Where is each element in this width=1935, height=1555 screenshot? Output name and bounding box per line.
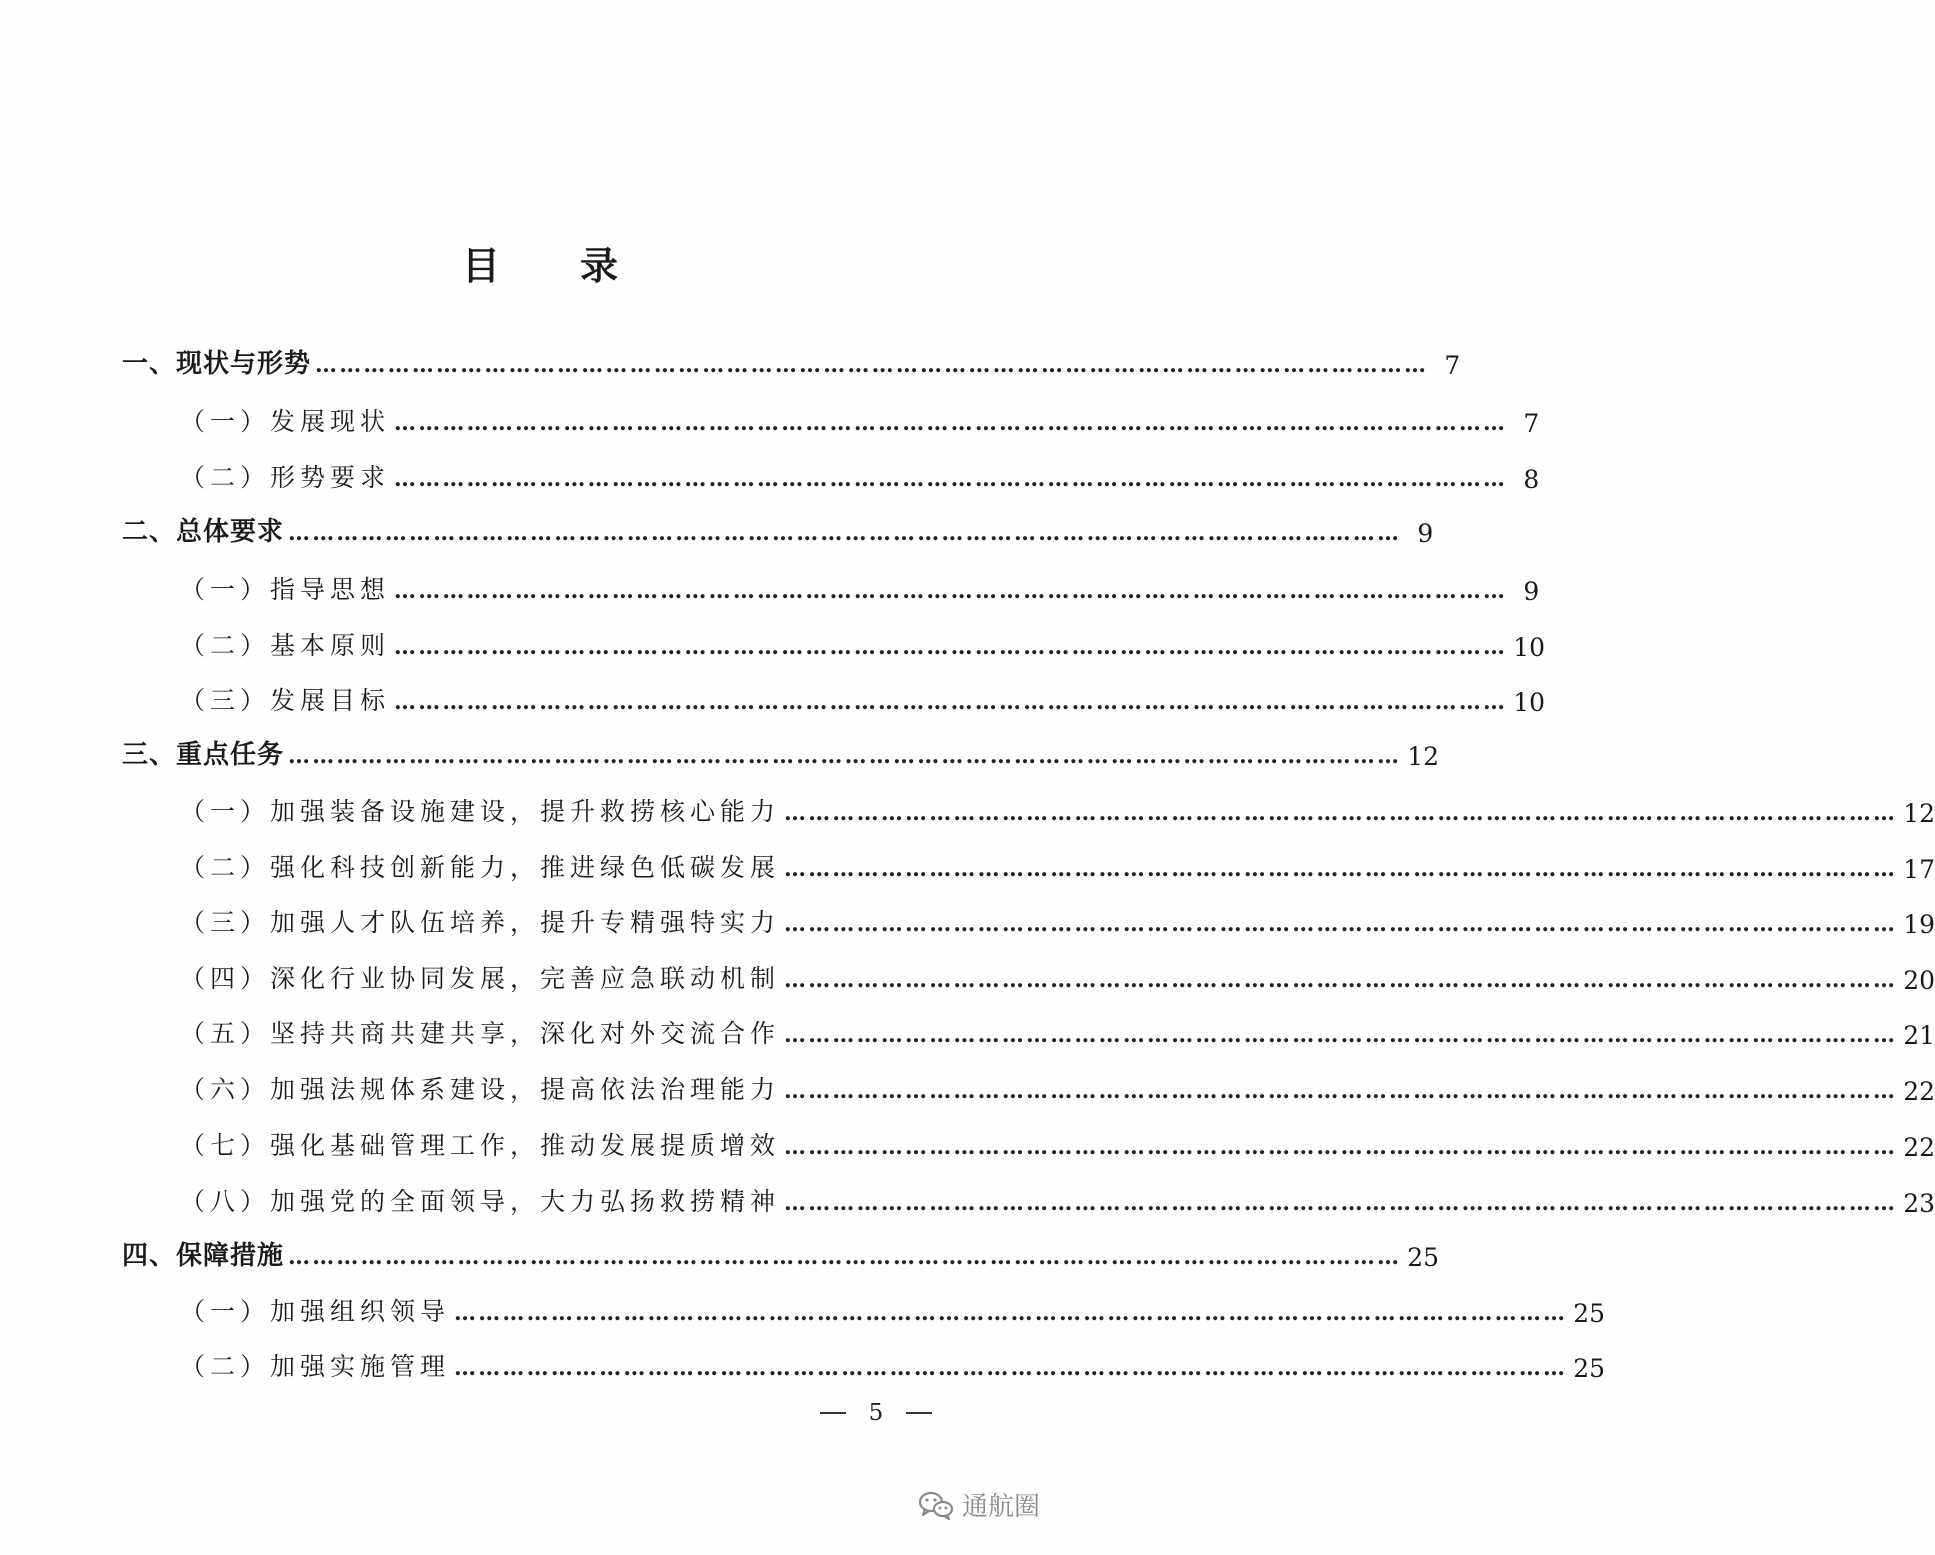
toc-entry-page: 8 [1523, 465, 1540, 494]
toc-entry[interactable] [180, 899, 1935, 939]
toc-entry-page: 20 [1903, 966, 1935, 995]
toc-entry-label: 四、保障措施 [122, 1241, 285, 1271]
toc-entry[interactable] [180, 622, 1546, 662]
toc-entry-page: 25 [1573, 1299, 1606, 1328]
toc-entry-label: （三）加强人才队伍培养，提升专精强特实力 [180, 908, 781, 937]
toc-entry[interactable] [122, 340, 1461, 380]
toc-entry-page: 12 [1903, 799, 1935, 828]
watermark [918, 1486, 1040, 1523]
toc-entry[interactable] [180, 844, 1935, 884]
toc-entry-label: （二）强化科技创新能力，推进绿色低碳发展 [180, 853, 781, 882]
toc-leader-dots: ………………………………………………………………………………………………………………………… [394, 578, 1508, 604]
toc-entry[interactable] [122, 731, 1440, 771]
toc-entry-page: 22 [1903, 1077, 1935, 1106]
watermark-text: 通航圈 [962, 1492, 1041, 1522]
toc-leader-dots: ………………………………………………………………………………………………………………………… [394, 689, 1508, 715]
toc-leader-dots: ………………………………………………………………………………………………………………………… [784, 1134, 1898, 1160]
toc-leader-dots: ………………………………………………………………………………………………………………………… [288, 520, 1402, 546]
toc-leader-dots: ………………………………………………………………………………………………………………………… [394, 466, 1508, 492]
toc-entry-page: 19 [1903, 910, 1935, 939]
footer-dash [820, 1412, 846, 1414]
wechat-icon [918, 1490, 954, 1520]
page-footer [820, 1400, 932, 1426]
toc-leader-dots: ………………………………………………………………………………………………………………………… [454, 1300, 1568, 1326]
page-title-char: 目 [461, 244, 500, 288]
toc-leader-dots: ………………………………………………………………………………………………………………………… [394, 634, 1508, 660]
toc-entry-page: 17 [1903, 855, 1935, 884]
toc-leader-dots: ………………………………………………………………………………………………………………………… [315, 352, 1429, 378]
toc-entry-label: （五）坚持共商共建共享，深化对外交流合作 [180, 1019, 781, 1048]
toc-entry[interactable] [180, 1122, 1935, 1162]
toc-entry-label: （一）指导思想 [180, 575, 391, 604]
toc-entry[interactable] [180, 955, 1935, 995]
toc-entry-label: （一）发展现状 [180, 407, 391, 436]
toc-leader-dots: ………………………………………………………………………………………………………………………… [784, 1190, 1898, 1216]
toc-leader-dots: ………………………………………………………………………………………………………………………… [784, 1022, 1898, 1048]
toc-entry[interactable] [180, 1288, 1606, 1328]
toc-entry[interactable] [122, 1232, 1440, 1272]
toc-leader-dots: ………………………………………………………………………………………………………………………… [288, 1244, 1402, 1270]
toc-entry-label: 一、现状与形势 [122, 349, 312, 379]
toc-entry-page: 9 [1417, 519, 1434, 548]
toc-entry-page: 10 [1513, 633, 1546, 662]
toc-entry[interactable] [180, 566, 1540, 606]
toc-entry-label: （四）深化行业协同发展，完善应急联动机制 [180, 964, 781, 993]
page-title-char: 录 [580, 244, 619, 288]
toc-entry-label: （八）加强党的全面领导，大力弘扬救捞精神 [180, 1187, 781, 1216]
toc-entry-label: （七）强化基础管理工作，推动发展提质增效 [180, 1131, 781, 1160]
toc-entry-label: （二）基本原则 [180, 631, 391, 660]
toc-leader-dots: ………………………………………………………………………………………………………………………… [784, 856, 1898, 882]
toc-entry[interactable] [180, 1010, 1935, 1050]
page-number: 5 [868, 1400, 884, 1426]
toc-entry[interactable] [180, 1066, 1935, 1106]
toc-entry[interactable] [122, 508, 1434, 548]
toc-leader-dots: ………………………………………………………………………………………………………………………… [394, 410, 1508, 436]
toc-entry-page: 25 [1407, 1243, 1440, 1272]
toc-entry[interactable] [180, 454, 1540, 494]
toc-leader-dots: ………………………………………………………………………………………………………………………… [784, 1078, 1898, 1104]
toc-entry-page: 25 [1573, 1354, 1606, 1383]
toc-entry-label: （六）加强法规体系建设，提高依法治理能力 [180, 1075, 781, 1104]
toc-entry-label: （一）加强装备设施建设，提升救捞核心能力 [180, 797, 781, 826]
toc-leader-dots: ………………………………………………………………………………………………………………………… [784, 967, 1898, 993]
toc-entry-page: 21 [1903, 1021, 1935, 1050]
toc-entry-label: （二）形势要求 [180, 463, 391, 492]
footer-dash [906, 1412, 932, 1414]
toc-entry-page: 10 [1513, 688, 1546, 717]
toc-entry-page: 12 [1407, 742, 1440, 771]
toc-entry-label: （二）加强实施管理 [180, 1352, 451, 1381]
toc-entry-label: 三、重点任务 [122, 740, 285, 770]
toc-entry[interactable] [180, 1178, 1935, 1218]
toc-entry-label: 二、总体要求 [122, 517, 285, 547]
toc-entry-page: 22 [1903, 1133, 1935, 1162]
toc-leader-dots: ………………………………………………………………………………………………………………………… [454, 1355, 1568, 1381]
toc-entry-page: 7 [1523, 409, 1540, 438]
toc-entry[interactable] [180, 398, 1540, 438]
toc-entry-page: 9 [1523, 577, 1540, 606]
toc-entry[interactable] [180, 677, 1546, 717]
toc-entry-page: 7 [1444, 351, 1461, 380]
toc-entry-label: （三）发展目标 [180, 686, 391, 715]
toc-entry-label: （一）加强组织领导 [180, 1297, 451, 1326]
toc-leader-dots: ………………………………………………………………………………………………………………………… [784, 911, 1898, 937]
toc-entry[interactable] [180, 1343, 1606, 1383]
toc-entry[interactable] [180, 788, 1935, 828]
toc-leader-dots: ………………………………………………………………………………………………………………………… [288, 743, 1402, 769]
toc-leader-dots: ………………………………………………………………………………………………………………………… [784, 800, 1898, 826]
toc-entry-page: 23 [1903, 1189, 1935, 1218]
